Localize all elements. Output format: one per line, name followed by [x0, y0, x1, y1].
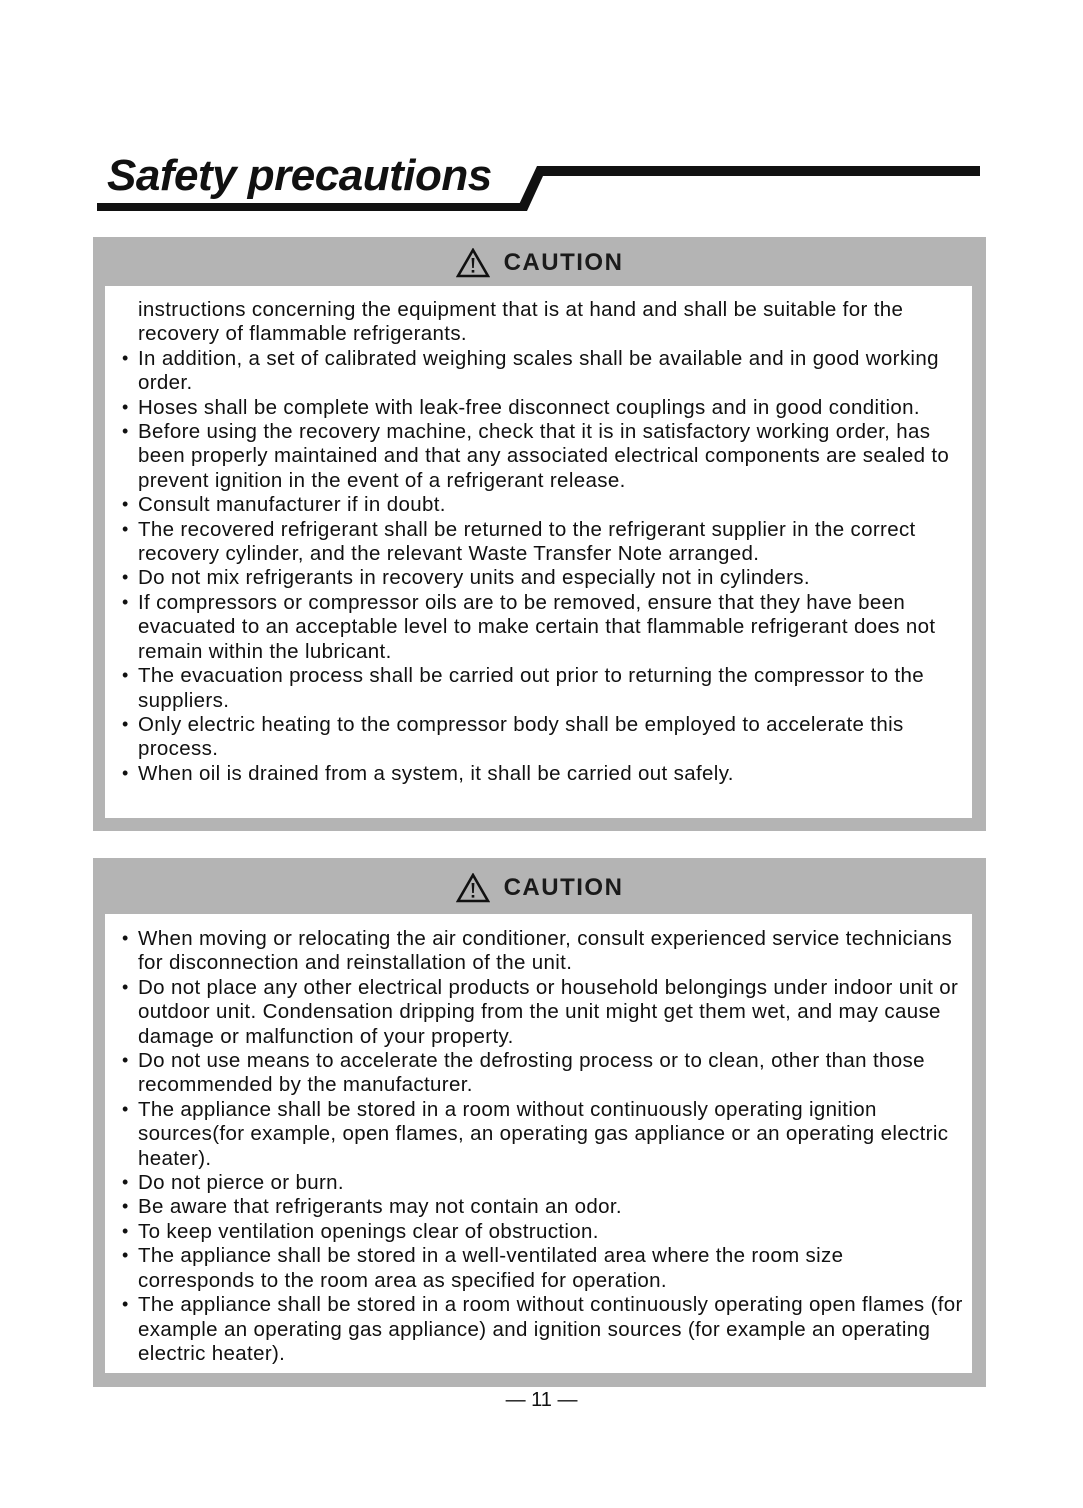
bullet: • — [122, 713, 129, 734]
caution-box-2 — [93, 858, 986, 1387]
warning-triangle-icon — [456, 248, 490, 278]
bullet: • — [122, 1245, 129, 1266]
list-item-continuation: instructions concerning the equipment that is at hand and shall be suitable for the recovery of flammable refrigerants. — [138, 298, 904, 346]
caution-heading: CAUTION — [503, 248, 624, 276]
list-item: • The recovered refrigerant shall be returned to the refrigerant supplier in the correct recovery cylinder, and the relevant Waste Transfer Note arranged. — [122, 517, 916, 566]
list-item: • In addition, a set of calibrated weighing scales shall be available and in good working order. — [122, 346, 939, 395]
bullet: • — [122, 347, 129, 368]
bullet: • — [122, 421, 129, 442]
list-item: • The appliance shall be stored in a well-ventilated area where the room size corresponds to the room area as specified for operation. — [122, 1244, 844, 1292]
list-item: • Do not use means to accelerate the defrosting process or to clean, other than those recommended by the manufacturer. — [122, 1049, 925, 1097]
bullet: • — [122, 1196, 129, 1217]
caution-header — [93, 858, 986, 916]
caution-box-1 — [93, 237, 986, 831]
list-item: • Do not place any other electrical products or household belongings under indoor unit or outdoor unit. Condensation dripping from the unit might get them wet, and may cause damage or malfunction of your property. — [122, 975, 959, 1048]
bullet: • — [122, 762, 129, 783]
bullet: • — [122, 665, 129, 686]
caution-body — [105, 914, 972, 1373]
bullet: • — [122, 591, 129, 612]
page-number: — 11 — — [505, 1389, 578, 1411]
list-item: • When oil is drained from a system, it shall be carried out safely. — [122, 761, 734, 785]
page-title: Safety precautions — [107, 151, 492, 200]
warning-triangle-icon — [456, 873, 490, 903]
bullet: • — [122, 976, 129, 997]
bullet: • — [122, 1098, 129, 1119]
list-item: • To keep ventilation openings clear of obstruction. — [122, 1219, 599, 1243]
bullet: • — [122, 1050, 129, 1071]
list-item: • Do not pierce or burn. — [122, 1171, 344, 1195]
list-item: • Hoses shall be complete with leak-free disconnect couplings and in good condition. — [122, 395, 920, 419]
bullet: • — [122, 494, 129, 515]
list-item: • Consult manufacturer if in doubt. — [122, 493, 446, 517]
caution-body — [105, 286, 972, 818]
list-item: • The evacuation process shall be carried out prior to returning the compressor to the suppliers. — [122, 664, 925, 712]
bullet: • — [122, 396, 129, 417]
list-item: • When moving or relocating the air conditioner, consult experienced service technicians for disconnection and reinstallation of the unit. — [122, 927, 953, 975]
caution-heading: CAUTION — [503, 874, 624, 901]
bullet: • — [122, 1172, 129, 1193]
bullet: • — [122, 1220, 129, 1241]
list-item: • The appliance shall be stored in a room without continuously operating ignition sources(for example, open flames, an operating gas appliance or an operating electric heater). — [122, 1097, 949, 1170]
list-item: • Be aware that refrigerants may not contain an odor. — [122, 1195, 622, 1219]
list-item: • Before using the recovery machine, check that it is in satisfactory working order, has been properly maintained and that any associated electrical components are sealed to prevent ignition in the event of a refrigerant release. — [122, 420, 950, 492]
list-item: • If compressors or compressor oils are to be removed, ensure that they have been evacuated to an acceptable level to make certain that flammable refrigerant does not remain within the lubricant. — [122, 590, 936, 663]
bullet: • — [122, 928, 129, 948]
bullet: • — [122, 567, 129, 588]
list-item: • The appliance shall be stored in a room without continuously operating open flames (for example an operating gas appliance) and ignition sources (for example an operating electric heater). — [122, 1293, 963, 1365]
bullet: • — [122, 1294, 129, 1315]
list-item: • Only electric heating to the compressor body shall be employed to accelerate this process. — [122, 712, 904, 761]
caution-header — [93, 237, 986, 286]
bullet: • — [122, 518, 129, 539]
list-item: • Do not mix refrigerants in recovery units and especially not in cylinders. — [122, 566, 810, 590]
